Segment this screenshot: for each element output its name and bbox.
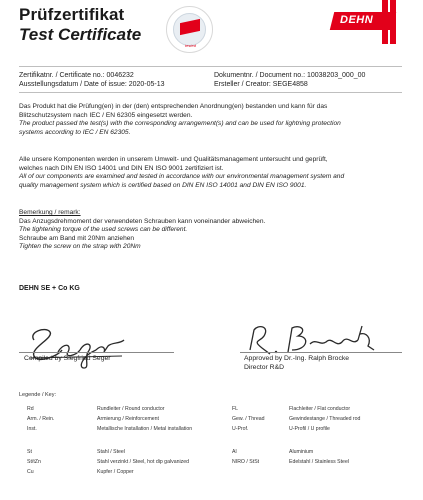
tested-seal-icon (166, 6, 213, 53)
text-line: Alle unsere Komponenten werden in unserem Umwelt- und Qualitätsmanagement untersucht und geprüft, (19, 156, 328, 163)
meta-divider (19, 92, 402, 93)
approver-title: Director R&D (244, 364, 285, 371)
text-line: Blitzschutzsystem nach IEC / EN 62305 eingesetzt werden. (19, 111, 193, 119)
legend-desc: Flachleiter / Flat conductor (289, 406, 351, 412)
compiled-by: Compiled by Siegfried Seger (24, 355, 111, 362)
legend-abbr: Gew. / Thread (232, 416, 265, 422)
left-signature-icon (24, 322, 129, 370)
legend-abbr: Arm. / Rein. (27, 416, 55, 422)
text-line: Das Anzugsdrehmoment der verwendeten Schrauben kann voneinander abweichen. (19, 217, 266, 225)
legend-desc: Gewindestange / Threaded rod (289, 416, 361, 422)
document-number: Dokumentnr. / Document no.: 10038203_000_00 (214, 72, 366, 79)
legend-abbr: Cu (27, 469, 34, 475)
legend-desc: Stahl / Steel (97, 449, 125, 455)
legend-abbr: Inst. (27, 426, 37, 432)
legend-desc: Metallische Installation / Metal installation (97, 426, 193, 432)
conformity-statement (19, 103, 409, 137)
legend-abbr: U-Prof. (232, 426, 249, 432)
title-german: Prüfzertifikat (19, 5, 125, 24)
creator: Ersteller / Creator: SEGE4858 (214, 81, 308, 88)
legend-desc: Kupfer / Copper (97, 469, 134, 475)
right-signature-line (240, 352, 402, 353)
title-english: Test Certificate (19, 25, 142, 44)
company-name: DEHN SE + Co KG (19, 285, 80, 292)
seal-text: tested (185, 43, 196, 48)
text-line: systems according to IEC / EN 62305. (19, 128, 131, 136)
approved-by: Approved by Dr.-Ing. Ralph Brocke (244, 355, 350, 362)
text-line: The tightening torque of the used screws can be different. (19, 226, 188, 234)
legend-desc: Aluminium (289, 449, 314, 455)
logo-text: DEHN (340, 14, 374, 26)
legend-desc: Edelstahl / Stainless Steel (289, 459, 349, 465)
legend-abbr: FL (232, 406, 239, 412)
text-line: welches nach DIN EN ISO 14001 und DIN EN ISO 9001 zertifiziert ist. (19, 164, 224, 172)
legend-abbr: St/tZn (27, 459, 41, 465)
header-divider (19, 66, 402, 67)
legend-abbr: Al (232, 449, 237, 455)
legend-desc: Armierung / Reinforcement (97, 416, 159, 422)
certificate-number: Zertifikatnr. / Certificate no.: 0046232 (19, 72, 134, 79)
text-line: Schraube am Band mit 20Nm anziehen (19, 234, 135, 242)
legend-desc: Stahl verzinkt / Steel, hot dip galvanized (97, 459, 189, 465)
remarks (19, 209, 409, 252)
text-line: Das Produkt hat die Prüfung(en) in der (den) entsprechenden Anordnung(en) bestanden und kann für das (19, 103, 328, 110)
legend-desc: Rundleiter / Round conductor (97, 406, 165, 412)
quality-statement (19, 156, 409, 190)
legend-heading: Legende / Key: (19, 392, 57, 398)
legend-desc: U-Profil / U profile (289, 426, 330, 432)
left-signature-line (19, 352, 174, 353)
text-line: Tighten the screw on the strap with 20Nm (19, 243, 141, 251)
remarks-heading: Bemerkung / remark: (19, 209, 81, 216)
legend-abbr: St (27, 449, 32, 455)
legend-abbr: NIRO / StSt (232, 459, 260, 465)
issue-date: Ausstellungsdatum / Date of issue: 2020-05-13 (19, 81, 165, 88)
legend-abbr: Rd (27, 406, 34, 412)
text-line: The product passed the test(s) with the corresponding arrangement(s) and can be used for lightning protection (19, 120, 341, 128)
text-line: quality management system which is certified based on DIN EN ISO 14001 and DIN EN ISO 9001. (19, 181, 307, 189)
dehn-logo (332, 0, 400, 44)
text-line: All of our components are examined and tested in accordance with our environmental management system and (19, 173, 345, 181)
